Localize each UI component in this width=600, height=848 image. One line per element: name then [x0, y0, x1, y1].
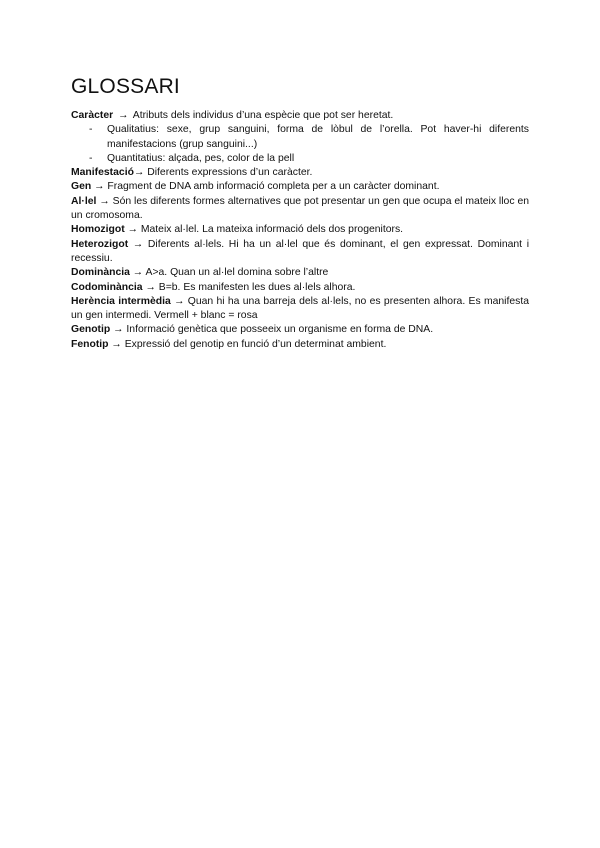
definition: Expressió del genotip en funció d’un determinat ambient.: [124, 338, 387, 350]
arrow-icon: →: [118, 110, 129, 121]
list-item: [89, 152, 529, 166]
dash-bullet: -: [89, 124, 93, 136]
definition: Són les diferents formes alternatives que pot presentar un gen que ocupa el mateix lloc en un cromosoma.: [71, 195, 529, 222]
glossary-entry-manifestacio: [71, 166, 529, 180]
list-item: [89, 123, 529, 152]
term: Codominància: [71, 281, 143, 293]
arrow-icon: →: [113, 324, 124, 336]
definition: Diferents expressions d’un caràcter.: [147, 167, 313, 179]
arrow-icon: →: [127, 224, 138, 236]
arrow-icon: →: [145, 281, 156, 293]
term: Al·lel: [71, 195, 97, 207]
arrow-icon: →: [94, 181, 105, 193]
list-item-text: Quantitatius: alçada, pes, color de la pell: [107, 152, 295, 164]
arrow-icon: →: [99, 195, 110, 207]
glossary-entry-caracter: [71, 109, 529, 123]
page-title: GLOSSARI: [71, 75, 180, 98]
arrow-icon: →: [133, 167, 145, 179]
arrow-icon: →: [132, 238, 144, 250]
term: Fenotip: [71, 338, 109, 350]
glossary-content: [71, 74, 529, 352]
term: Genotip: [71, 324, 111, 336]
term: Herència intermèdia: [71, 295, 171, 307]
glossary-entry-genotip: [71, 323, 529, 337]
glossary-entry-codominancia: [71, 281, 529, 295]
definition: Fragment de DNA amb informació completa per a un caràcter dominant.: [107, 181, 440, 193]
definition: Quan hi ha una barreja dels al·lels, no es presenten alhora. Es manifesta un gen intermedi. Vermell + blanc = rosa: [71, 295, 529, 322]
glossary-entry-allel: [71, 195, 529, 224]
term: Gen: [71, 181, 92, 193]
glossary-entry-herencia-intermedia: [71, 295, 529, 324]
definition: Diferents al·lels. Hi ha un al·lel que és dominant, el gen expressat. Dominant i recessiu.: [71, 238, 530, 264]
definition: Informació genètica que posseeix un organisme en forma de DNA.: [126, 324, 434, 336]
list-item-text: Qualitatius: sexe, grup sanguini, forma de lòbul de l’orella. Pot haver-hi diferents manifestacions (grup sanguini...): [107, 124, 529, 150]
term: Heterozigot: [71, 238, 129, 250]
arrow-icon: →: [132, 267, 144, 279]
glossary-entry-heterozigot: [71, 238, 529, 267]
caracter-subitems: [71, 123, 529, 166]
glossary-entry-homozigot: [71, 223, 529, 237]
definition: Atributs dels individus d’una espècie que pot ser heretat.: [132, 110, 394, 121]
term: Homozigot: [71, 224, 125, 236]
term: Caràcter: [71, 110, 114, 121]
term: Manifestació: [71, 167, 134, 179]
arrow-icon: →: [111, 338, 122, 350]
definition: B=b. Es manifesten les dues al·lels alhora.: [158, 281, 356, 293]
arrow-icon: →: [174, 295, 185, 307]
dash-bullet: -: [89, 152, 93, 164]
term: Dominància: [71, 267, 130, 279]
definition: Mateix al·lel. La mateixa informació dels dos progenitors.: [140, 224, 404, 236]
glossary-entry-dominancia: [71, 266, 529, 280]
glossary-entry-fenotip: [71, 338, 529, 352]
glossary-entry-gen: [71, 180, 529, 194]
definition: A>a. Quan un al·lel domina sobre l’altre: [145, 267, 329, 279]
